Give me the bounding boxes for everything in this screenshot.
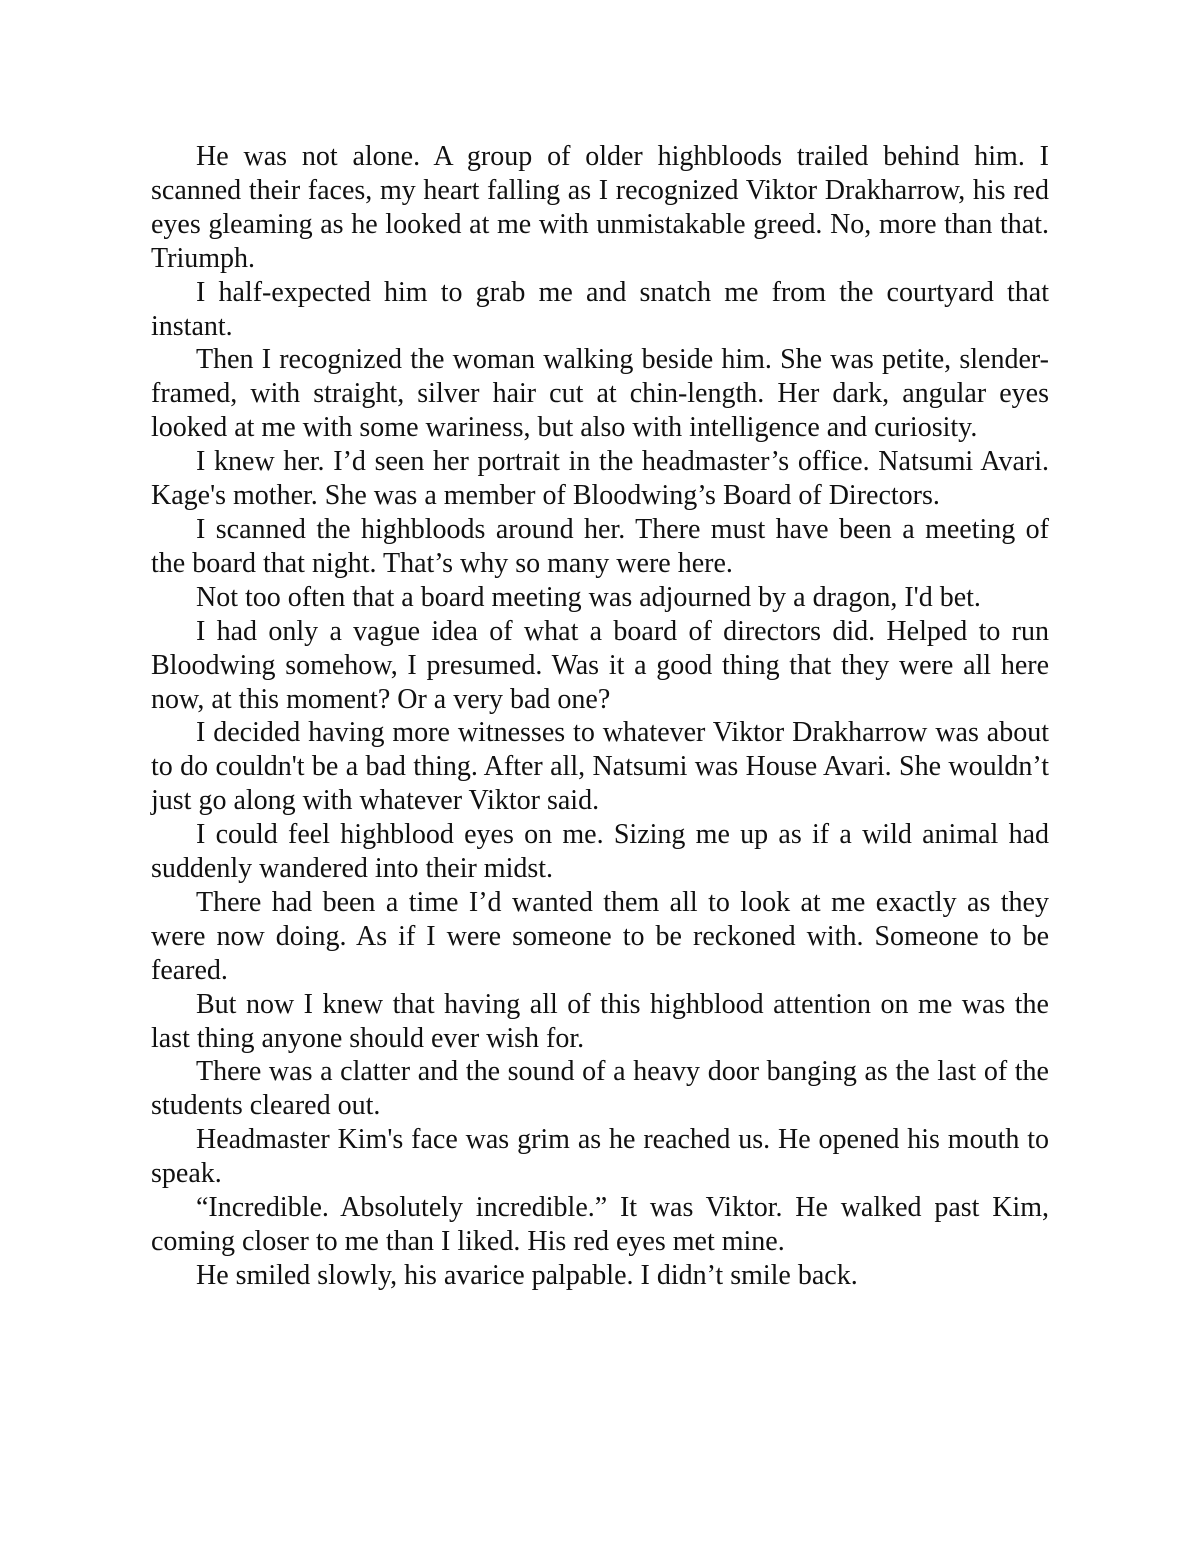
paragraph-4: I knew her. I’d seen her portrait in the headmaster’s office. Natsumi Avari. Kage's mother. She was a member of Bloodwing’s Board of Directors. <box>151 446 1049 512</box>
paragraph-13: Headmaster Kim's face was grim as he reached us. He opened his mouth to speak. <box>151 1124 1049 1190</box>
paragraph-12: There was a clatter and the sound of a heavy door banging as the last of the students cleared out. <box>151 1056 1049 1122</box>
paragraph-15: He smiled slowly, his avarice palpable. I didn’t smile back. <box>196 1259 858 1291</box>
paragraph-14: “Incredible. Absolutely incredible.” It was Viktor. He walked past Kim, coming closer to me than I liked. His red eyes met mine. <box>151 1192 1049 1257</box>
paragraph-2: I half-expected him to grab me and snatch me from the courtyard that instant. <box>151 276 1049 342</box>
paragraph-11: But now I knew that having all of this highblood attention on me was the last thing anyone should ever wish for. <box>151 988 1049 1054</box>
paragraph-1: He was not alone. A group of older highbloods trailed behind him. I scanned their faces, my heart falling as I recognized Viktor Drakharrow, his red eyes gleaming as he looked at me with unmistakable greed. No, more than that. Triumph. <box>151 141 1049 274</box>
paragraph-9: I could feel highblood eyes on me. Sizing me up as if a wild animal had suddenly wandered into their midst. <box>151 819 1049 885</box>
paragraph-10: There had been a time I’d wanted them all to look at me exactly as they were now doing. As if I were someone to be reckoned with. Someone to be feared. <box>151 886 1049 986</box>
page-body <box>151 140 1049 1293</box>
paragraph-8: I decided having more witnesses to whatever Viktor Drakharrow was about to do couldn't be a bad thing. After all, Natsumi was House Avari. She wouldn’t just go along with whatever Viktor said. <box>151 717 1049 817</box>
paragraph-5: I scanned the highbloods around her. There must have been a meeting of the board that night. That’s why so many were here. <box>151 513 1049 579</box>
paragraph-3: Then I recognized the woman walking beside him. She was petite, slender-framed, with straight, silver hair cut at chin-length. Her dark, angular eyes looked at me with some wariness, but also with intelligence and curiosity. <box>151 344 1049 444</box>
paragraph-6: Not too often that a board meeting was adjourned by a dragon, I'd bet. <box>196 581 981 613</box>
paragraph-7: I had only a vague idea of what a board of directors did. Helped to run Bloodwing somehow, I presumed. Was it a good thing that they were all here now, at this moment? Or a very bad one? <box>151 615 1049 715</box>
